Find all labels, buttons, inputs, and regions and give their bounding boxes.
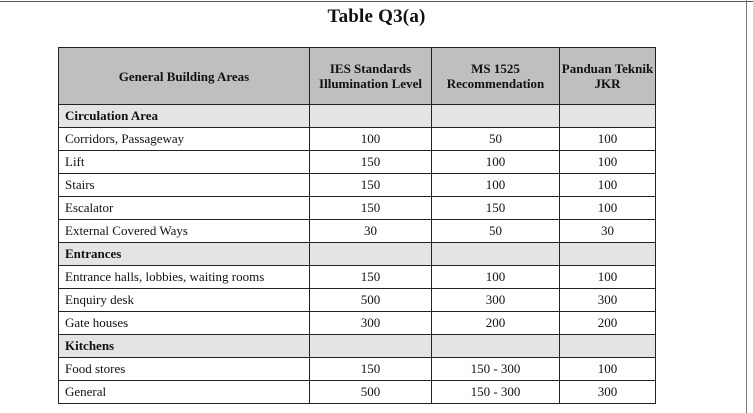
jkr-cell: 100	[560, 174, 656, 197]
right-rule	[746, 0, 747, 413]
section-cell	[310, 243, 432, 266]
top-rule	[0, 1, 753, 2]
section-cell	[310, 335, 432, 358]
ies-cell: 150	[310, 358, 432, 381]
ies-cell: 500	[310, 381, 432, 404]
table-row	[59, 151, 656, 174]
ies-cell: 100	[310, 128, 432, 151]
jkr-cell: 300	[560, 289, 656, 312]
table-row	[59, 312, 656, 335]
section-row	[59, 105, 656, 128]
ms-cell: 150	[432, 197, 560, 220]
header-jkr: Panduan Teknik JKR	[560, 48, 656, 105]
table-row	[59, 289, 656, 312]
jkr-cell: 200	[560, 312, 656, 335]
section-row	[59, 243, 656, 266]
illumination-table	[58, 47, 656, 404]
section-cell	[560, 335, 656, 358]
header-ms: MS 1525 Recommendation	[432, 48, 560, 105]
section-cell	[560, 105, 656, 128]
ms-cell: 150 - 300	[432, 381, 560, 404]
section-cell	[432, 243, 560, 266]
area-cell: Stairs	[59, 174, 310, 197]
area-cell: Corridors, Passageway	[59, 128, 310, 151]
area-cell: Food stores	[59, 358, 310, 381]
header-row	[59, 48, 656, 105]
area-cell: General	[59, 381, 310, 404]
ms-cell: 50	[432, 220, 560, 243]
ies-cell: 150	[310, 197, 432, 220]
ies-cell: 300	[310, 312, 432, 335]
jkr-cell: 100	[560, 151, 656, 174]
ies-cell: 30	[310, 220, 432, 243]
section-name: Kitchens	[59, 335, 310, 358]
ms-cell: 100	[432, 266, 560, 289]
jkr-cell: 100	[560, 266, 656, 289]
table-row	[59, 381, 656, 404]
jkr-cell: 30	[560, 220, 656, 243]
area-cell: External Covered Ways	[59, 220, 310, 243]
header-ies: IES Standards Illumination Level	[310, 48, 432, 105]
jkr-cell: 100	[560, 128, 656, 151]
table-row	[59, 128, 656, 151]
table-row	[59, 220, 656, 243]
area-cell: Escalator	[59, 197, 310, 220]
ms-cell: 200	[432, 312, 560, 335]
area-cell: Entrance halls, lobbies, waiting rooms	[59, 266, 310, 289]
table-row	[59, 266, 656, 289]
header-area: General Building Areas	[59, 48, 310, 105]
section-cell	[432, 105, 560, 128]
section-cell	[560, 243, 656, 266]
jkr-cell: 100	[560, 197, 656, 220]
area-cell: Gate houses	[59, 312, 310, 335]
section-name: Entrances	[59, 243, 310, 266]
ms-cell: 150 - 300	[432, 358, 560, 381]
section-row	[59, 335, 656, 358]
ies-cell: 150	[310, 151, 432, 174]
ies-cell: 150	[310, 174, 432, 197]
jkr-cell: 300	[560, 381, 656, 404]
ms-cell: 100	[432, 174, 560, 197]
ms-cell: 100	[432, 151, 560, 174]
table-row	[59, 358, 656, 381]
area-cell: Enquiry desk	[59, 289, 310, 312]
section-cell	[310, 105, 432, 128]
ms-cell: 300	[432, 289, 560, 312]
ies-cell: 500	[310, 289, 432, 312]
ms-cell: 50	[432, 128, 560, 151]
table-row	[59, 197, 656, 220]
area-cell: Lift	[59, 151, 310, 174]
section-cell	[432, 335, 560, 358]
ies-cell: 150	[310, 266, 432, 289]
jkr-cell: 100	[560, 358, 656, 381]
table-row	[59, 174, 656, 197]
section-name: Circulation Area	[59, 105, 310, 128]
table-title: Table Q3(a)	[327, 6, 426, 27]
